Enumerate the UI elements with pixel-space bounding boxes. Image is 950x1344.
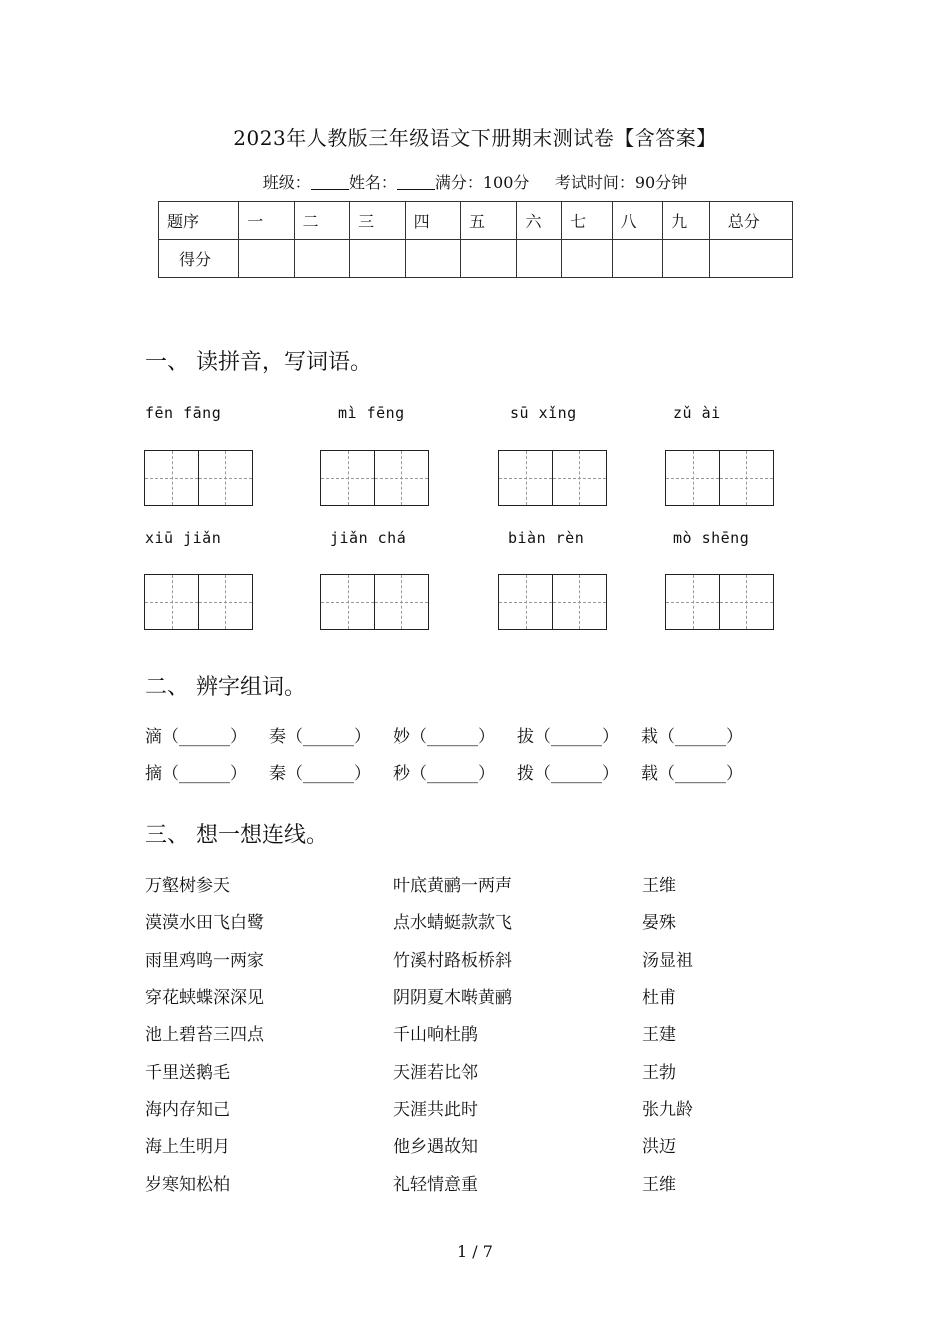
pinyin-label: sū xǐng xyxy=(510,404,577,422)
tianzige-box[interactable] xyxy=(498,450,608,506)
match-right[interactable]: 杜甫 xyxy=(642,988,676,1008)
score-cell[interactable] xyxy=(239,240,294,278)
score-cell[interactable] xyxy=(612,240,663,278)
word-item[interactable]: 秦（______） xyxy=(269,764,371,784)
match-left[interactable]: 海上生明月 xyxy=(145,1137,230,1157)
tianzige-box[interactable] xyxy=(665,574,775,630)
header-cell: 题序 xyxy=(159,202,239,240)
header-cell: 二 xyxy=(294,202,349,240)
header-cell: 八 xyxy=(612,202,663,240)
match-middle[interactable]: 点水蜻蜓款款飞 xyxy=(393,913,512,933)
pinyin-label: biàn rèn xyxy=(508,529,585,547)
tianzige-box[interactable] xyxy=(498,574,608,630)
match-right[interactable]: 洪迈 xyxy=(642,1137,676,1157)
match-left[interactable]: 海内存知己 xyxy=(145,1100,230,1120)
page-title: 2023年人教版三年级语文下册期末测试卷【含答案】 xyxy=(233,126,717,150)
header-cell: 七 xyxy=(562,202,613,240)
pinyin-label: mì fēng xyxy=(338,404,405,422)
score-table-header xyxy=(159,202,793,240)
word-item[interactable]: 拔（______） xyxy=(517,727,619,747)
score-cell[interactable] xyxy=(294,240,349,278)
match-left[interactable]: 池上碧苔三四点 xyxy=(145,1025,264,1045)
match-right[interactable]: 晏殊 xyxy=(642,913,676,933)
match-middle[interactable]: 叶底黄鹂一两声 xyxy=(393,876,512,896)
word-item[interactable]: 奏（______） xyxy=(269,727,371,747)
word-item[interactable]: 秒（______） xyxy=(393,764,495,784)
name-blank[interactable] xyxy=(397,173,435,190)
score-cell[interactable] xyxy=(709,240,792,278)
pinyin-label: xiū jiǎn xyxy=(145,529,222,547)
exam-info xyxy=(0,170,950,193)
tianzige-box[interactable] xyxy=(144,450,254,506)
match-right[interactable]: 王建 xyxy=(642,1025,676,1045)
match-middle[interactable]: 千山响杜鹃 xyxy=(393,1025,478,1045)
word-item[interactable]: 妙（______） xyxy=(393,727,495,747)
section2-title: 二、 辨字组词。 xyxy=(145,675,306,700)
class-blank[interactable] xyxy=(311,173,349,190)
name-label: 姓名： xyxy=(348,173,397,192)
section1-title: 一、 读拼音，写词语。 xyxy=(145,350,372,375)
header-cell: 四 xyxy=(405,202,460,240)
header-cell: 三 xyxy=(350,202,405,240)
section3-title: 三、 想一想连线。 xyxy=(145,823,328,848)
exam-time: 考试时间：90分钟 xyxy=(554,173,688,192)
match-middle[interactable]: 竹溪村路板桥斜 xyxy=(393,951,512,971)
match-right[interactable]: 张九龄 xyxy=(642,1100,693,1120)
score-table-row xyxy=(159,240,793,278)
match-left[interactable]: 穿花蛱蝶深深见 xyxy=(145,988,264,1008)
match-right[interactable]: 王勃 xyxy=(642,1063,676,1083)
match-middle[interactable]: 礼轻情意重 xyxy=(393,1175,478,1195)
tianzige-box[interactable] xyxy=(665,450,775,506)
match-left[interactable]: 岁寒知松柏 xyxy=(145,1175,230,1195)
page-number: 1 / 7 xyxy=(457,1242,493,1261)
header-cell: 一 xyxy=(239,202,294,240)
word-item[interactable]: 滴（______） xyxy=(145,727,247,747)
match-middle[interactable]: 天涯若比邻 xyxy=(393,1063,478,1083)
word-item[interactable]: 载（______） xyxy=(641,764,743,784)
score-cell[interactable] xyxy=(461,240,517,278)
pinyin-label: jiǎn chá xyxy=(330,529,407,547)
row-label: 得分 xyxy=(159,240,239,278)
score-table xyxy=(158,201,793,278)
score-cell[interactable] xyxy=(663,240,710,278)
word-item[interactable]: 栽（______） xyxy=(641,727,743,747)
match-left[interactable]: 雨里鸡鸣一两家 xyxy=(145,951,264,971)
match-right[interactable]: 汤显祖 xyxy=(642,951,693,971)
tianzige-box[interactable] xyxy=(320,450,430,506)
pinyin-label: fēn fāng xyxy=(145,404,222,422)
score-cell[interactable] xyxy=(350,240,405,278)
score-cell[interactable] xyxy=(517,240,562,278)
word-item[interactable]: 摘（______） xyxy=(145,764,247,784)
full-score: 满分：100分 xyxy=(434,173,530,192)
tianzige-box[interactable] xyxy=(320,574,430,630)
tianzige-box[interactable] xyxy=(144,574,254,630)
score-cell[interactable] xyxy=(562,240,613,278)
header-cell: 五 xyxy=(461,202,517,240)
pinyin-label: zǔ ài xyxy=(673,404,721,422)
match-left[interactable]: 千里送鹅毛 xyxy=(145,1063,230,1083)
pinyin-label: mò shēng xyxy=(673,529,750,547)
header-cell: 六 xyxy=(517,202,562,240)
match-right[interactable]: 王维 xyxy=(642,1175,676,1195)
match-middle[interactable]: 阴阴夏木啭黄鹂 xyxy=(393,988,512,1008)
match-middle[interactable]: 天涯共此时 xyxy=(393,1100,478,1120)
score-cell[interactable] xyxy=(405,240,460,278)
match-right[interactable]: 王维 xyxy=(642,876,676,896)
match-middle[interactable]: 他乡遇故知 xyxy=(393,1137,478,1157)
header-cell: 总分 xyxy=(709,202,792,240)
match-left[interactable]: 万壑树参天 xyxy=(145,876,230,896)
class-label: 班级： xyxy=(262,173,311,192)
match-left[interactable]: 漠漠水田飞白鹭 xyxy=(145,913,264,933)
header-cell: 九 xyxy=(663,202,710,240)
word-item[interactable]: 拨（______） xyxy=(517,764,619,784)
